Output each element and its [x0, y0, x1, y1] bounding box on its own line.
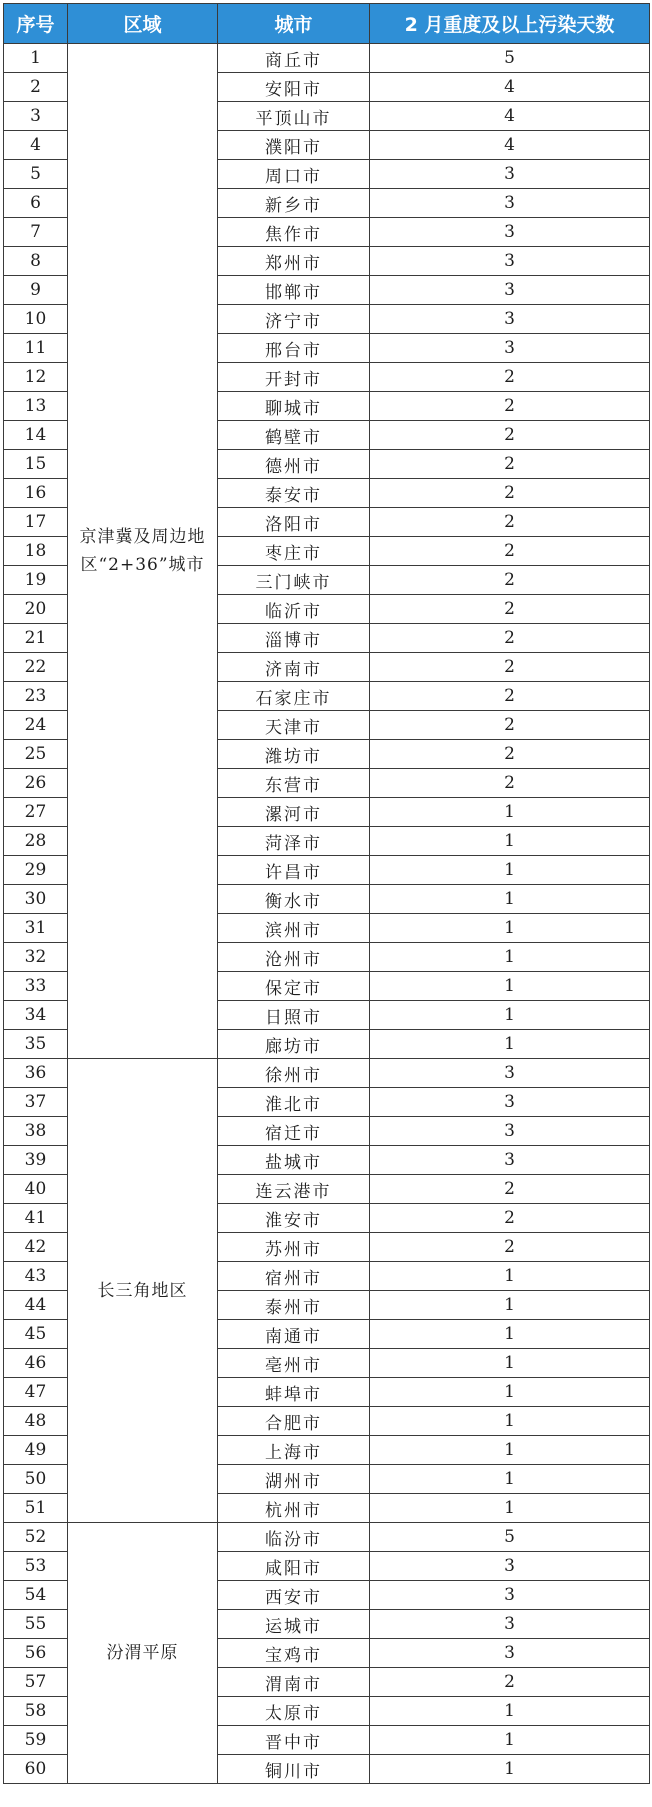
city-name: 邢台市: [218, 334, 370, 363]
city-name: 菏泽市: [218, 827, 370, 856]
row-index: 47: [4, 1378, 68, 1407]
row-index: 45: [4, 1320, 68, 1349]
pollution-days: 3: [370, 276, 650, 305]
city-name: 晋中市: [218, 1726, 370, 1755]
city-name: 周口市: [218, 160, 370, 189]
table-row: [4, 1523, 650, 1552]
pollution-days: 1: [370, 1407, 650, 1436]
row-index: 23: [4, 682, 68, 711]
row-index: 32: [4, 943, 68, 972]
pollution-days: 3: [370, 160, 650, 189]
pollution-days: 1: [370, 914, 650, 943]
city-name: 东营市: [218, 769, 370, 798]
pollution-days: 5: [370, 1523, 650, 1552]
pollution-days: 1: [370, 1030, 650, 1059]
row-index: 56: [4, 1639, 68, 1668]
city-name: 聊城市: [218, 392, 370, 421]
city-name: 潍坊市: [218, 740, 370, 769]
row-index: 55: [4, 1610, 68, 1639]
city-name: 保定市: [218, 972, 370, 1001]
pollution-days: 2: [370, 421, 650, 450]
pollution-days: 3: [370, 189, 650, 218]
pollution-days: 2: [370, 537, 650, 566]
city-name: 泰州市: [218, 1291, 370, 1320]
pollution-days: 2: [370, 740, 650, 769]
city-name: 咸阳市: [218, 1552, 370, 1581]
pollution-days: 3: [370, 1581, 650, 1610]
city-name: 宝鸡市: [218, 1639, 370, 1668]
header-city: 城市: [218, 4, 370, 44]
pollution-days: 3: [370, 1639, 650, 1668]
row-index: 25: [4, 740, 68, 769]
pollution-days: 2: [370, 566, 650, 595]
city-name: 洛阳市: [218, 508, 370, 537]
pollution-days: 2: [370, 1175, 650, 1204]
row-index: 42: [4, 1233, 68, 1262]
pollution-days: 1: [370, 1262, 650, 1291]
pollution-days: 3: [370, 218, 650, 247]
row-index: 46: [4, 1349, 68, 1378]
city-name: 漯河市: [218, 798, 370, 827]
city-name: 安阳市: [218, 73, 370, 102]
pollution-days: 1: [370, 1697, 650, 1726]
city-name: 临汾市: [218, 1523, 370, 1552]
row-index: 28: [4, 827, 68, 856]
header-region: 区域: [68, 4, 218, 44]
region-cell: 京津冀及周边地区“2+36”城市: [68, 44, 218, 1059]
city-name: 太原市: [218, 1697, 370, 1726]
row-index: 2: [4, 73, 68, 102]
row-index: 27: [4, 798, 68, 827]
city-name: 南通市: [218, 1320, 370, 1349]
row-index: 13: [4, 392, 68, 421]
city-name: 德州市: [218, 450, 370, 479]
row-index: 35: [4, 1030, 68, 1059]
pollution-days: 1: [370, 1465, 650, 1494]
row-index: 19: [4, 566, 68, 595]
city-name: 淄博市: [218, 624, 370, 653]
city-name: 泰安市: [218, 479, 370, 508]
pollution-days: 2: [370, 653, 650, 682]
row-index: 38: [4, 1117, 68, 1146]
row-index: 20: [4, 595, 68, 624]
pollution-days: 2: [370, 363, 650, 392]
city-name: 三门峡市: [218, 566, 370, 595]
pollution-days: 2: [370, 450, 650, 479]
city-name: 鹤壁市: [218, 421, 370, 450]
row-index: 49: [4, 1436, 68, 1465]
city-name: 上海市: [218, 1436, 370, 1465]
city-name: 宿迁市: [218, 1117, 370, 1146]
row-index: 5: [4, 160, 68, 189]
city-name: 苏州市: [218, 1233, 370, 1262]
pollution-days: 2: [370, 624, 650, 653]
city-name: 开封市: [218, 363, 370, 392]
row-index: 1: [4, 44, 68, 73]
pollution-days: 3: [370, 1552, 650, 1581]
pollution-days: 4: [370, 131, 650, 160]
row-index: 34: [4, 1001, 68, 1030]
row-index: 60: [4, 1755, 68, 1784]
row-index: 30: [4, 885, 68, 914]
city-name: 宿州市: [218, 1262, 370, 1291]
city-name: 铜川市: [218, 1755, 370, 1784]
pollution-days: 3: [370, 334, 650, 363]
row-index: 39: [4, 1146, 68, 1175]
row-index: 43: [4, 1262, 68, 1291]
pollution-days: 1: [370, 1436, 650, 1465]
city-name: 连云港市: [218, 1175, 370, 1204]
row-index: 4: [4, 131, 68, 160]
region-cell: 汾渭平原: [68, 1523, 218, 1784]
row-index: 16: [4, 479, 68, 508]
city-name: 盐城市: [218, 1146, 370, 1175]
row-index: 36: [4, 1059, 68, 1088]
pollution-days-table: [3, 3, 650, 1784]
pollution-days: 2: [370, 392, 650, 421]
row-index: 7: [4, 218, 68, 247]
row-index: 26: [4, 769, 68, 798]
city-name: 枣庄市: [218, 537, 370, 566]
pollution-days: 1: [370, 827, 650, 856]
city-name: 新乡市: [218, 189, 370, 218]
pollution-days: 1: [370, 1291, 650, 1320]
city-name: 徐州市: [218, 1059, 370, 1088]
row-index: 9: [4, 276, 68, 305]
city-name: 亳州市: [218, 1349, 370, 1378]
row-index: 52: [4, 1523, 68, 1552]
pollution-days: 2: [370, 1233, 650, 1262]
pollution-days: 2: [370, 595, 650, 624]
city-name: 蚌埠市: [218, 1378, 370, 1407]
city-name: 许昌市: [218, 856, 370, 885]
pollution-days: 1: [370, 1494, 650, 1523]
row-index: 29: [4, 856, 68, 885]
row-index: 3: [4, 102, 68, 131]
pollution-days: 2: [370, 1204, 650, 1233]
pollution-days: 3: [370, 1146, 650, 1175]
city-name: 滨州市: [218, 914, 370, 943]
city-name: 合肥市: [218, 1407, 370, 1436]
city-name: 邯郸市: [218, 276, 370, 305]
city-name: 天津市: [218, 711, 370, 740]
pollution-days: 1: [370, 1726, 650, 1755]
row-index: 33: [4, 972, 68, 1001]
city-name: 商丘市: [218, 44, 370, 73]
pollution-days: 1: [370, 972, 650, 1001]
row-index: 22: [4, 653, 68, 682]
pollution-days: 2: [370, 682, 650, 711]
city-name: 济宁市: [218, 305, 370, 334]
city-name: 平顶山市: [218, 102, 370, 131]
city-name: 沧州市: [218, 943, 370, 972]
pollution-days: 1: [370, 1320, 650, 1349]
row-index: 15: [4, 450, 68, 479]
city-name: 渭南市: [218, 1668, 370, 1697]
city-name: 衡水市: [218, 885, 370, 914]
pollution-days: 5: [370, 44, 650, 73]
row-index: 24: [4, 711, 68, 740]
pollution-days: 1: [370, 1349, 650, 1378]
row-index: 53: [4, 1552, 68, 1581]
table-row: [4, 1059, 650, 1088]
table-body: [4, 44, 650, 1784]
pollution-days: 3: [370, 1610, 650, 1639]
row-index: 51: [4, 1494, 68, 1523]
row-index: 14: [4, 421, 68, 450]
pollution-days: 3: [370, 1088, 650, 1117]
row-index: 10: [4, 305, 68, 334]
row-index: 12: [4, 363, 68, 392]
pollution-days: 3: [370, 1059, 650, 1088]
header-index: 序号: [4, 4, 68, 44]
header-days: 2 月重度及以上污染天数: [370, 4, 650, 44]
city-name: 濮阳市: [218, 131, 370, 160]
pollution-days: 3: [370, 1117, 650, 1146]
city-name: 临沂市: [218, 595, 370, 624]
region-cell: 长三角地区: [68, 1059, 218, 1523]
pollution-days: 1: [370, 1378, 650, 1407]
city-name: 石家庄市: [218, 682, 370, 711]
pollution-days: 4: [370, 102, 650, 131]
row-index: 8: [4, 247, 68, 276]
row-index: 57: [4, 1668, 68, 1697]
city-name: 运城市: [218, 1610, 370, 1639]
row-index: 6: [4, 189, 68, 218]
city-name: 济南市: [218, 653, 370, 682]
pollution-days: 1: [370, 856, 650, 885]
city-name: 焦作市: [218, 218, 370, 247]
city-name: 淮北市: [218, 1088, 370, 1117]
pollution-days: 2: [370, 1668, 650, 1697]
city-name: 日照市: [218, 1001, 370, 1030]
pollution-days: 2: [370, 508, 650, 537]
row-index: 41: [4, 1204, 68, 1233]
city-name: 湖州市: [218, 1465, 370, 1494]
city-name: 杭州市: [218, 1494, 370, 1523]
row-index: 50: [4, 1465, 68, 1494]
row-index: 17: [4, 508, 68, 537]
row-index: 31: [4, 914, 68, 943]
table-row: [4, 44, 650, 73]
pollution-days: 2: [370, 769, 650, 798]
row-index: 48: [4, 1407, 68, 1436]
row-index: 37: [4, 1088, 68, 1117]
pollution-days: 3: [370, 247, 650, 276]
city-name: 淮安市: [218, 1204, 370, 1233]
pollution-days: 2: [370, 479, 650, 508]
row-index: 40: [4, 1175, 68, 1204]
pollution-days: 3: [370, 305, 650, 334]
pollution-days: 1: [370, 1755, 650, 1784]
row-index: 54: [4, 1581, 68, 1610]
pollution-days: 1: [370, 885, 650, 914]
city-name: 郑州市: [218, 247, 370, 276]
pollution-days: 2: [370, 711, 650, 740]
table-header-row: [4, 4, 650, 44]
row-index: 21: [4, 624, 68, 653]
row-index: 18: [4, 537, 68, 566]
row-index: 44: [4, 1291, 68, 1320]
row-index: 59: [4, 1726, 68, 1755]
row-index: 58: [4, 1697, 68, 1726]
city-name: 廊坊市: [218, 1030, 370, 1059]
pollution-days: 4: [370, 73, 650, 102]
city-name: 西安市: [218, 1581, 370, 1610]
pollution-days: 1: [370, 943, 650, 972]
pollution-days: 1: [370, 798, 650, 827]
row-index: 11: [4, 334, 68, 363]
pollution-days: 1: [370, 1001, 650, 1030]
